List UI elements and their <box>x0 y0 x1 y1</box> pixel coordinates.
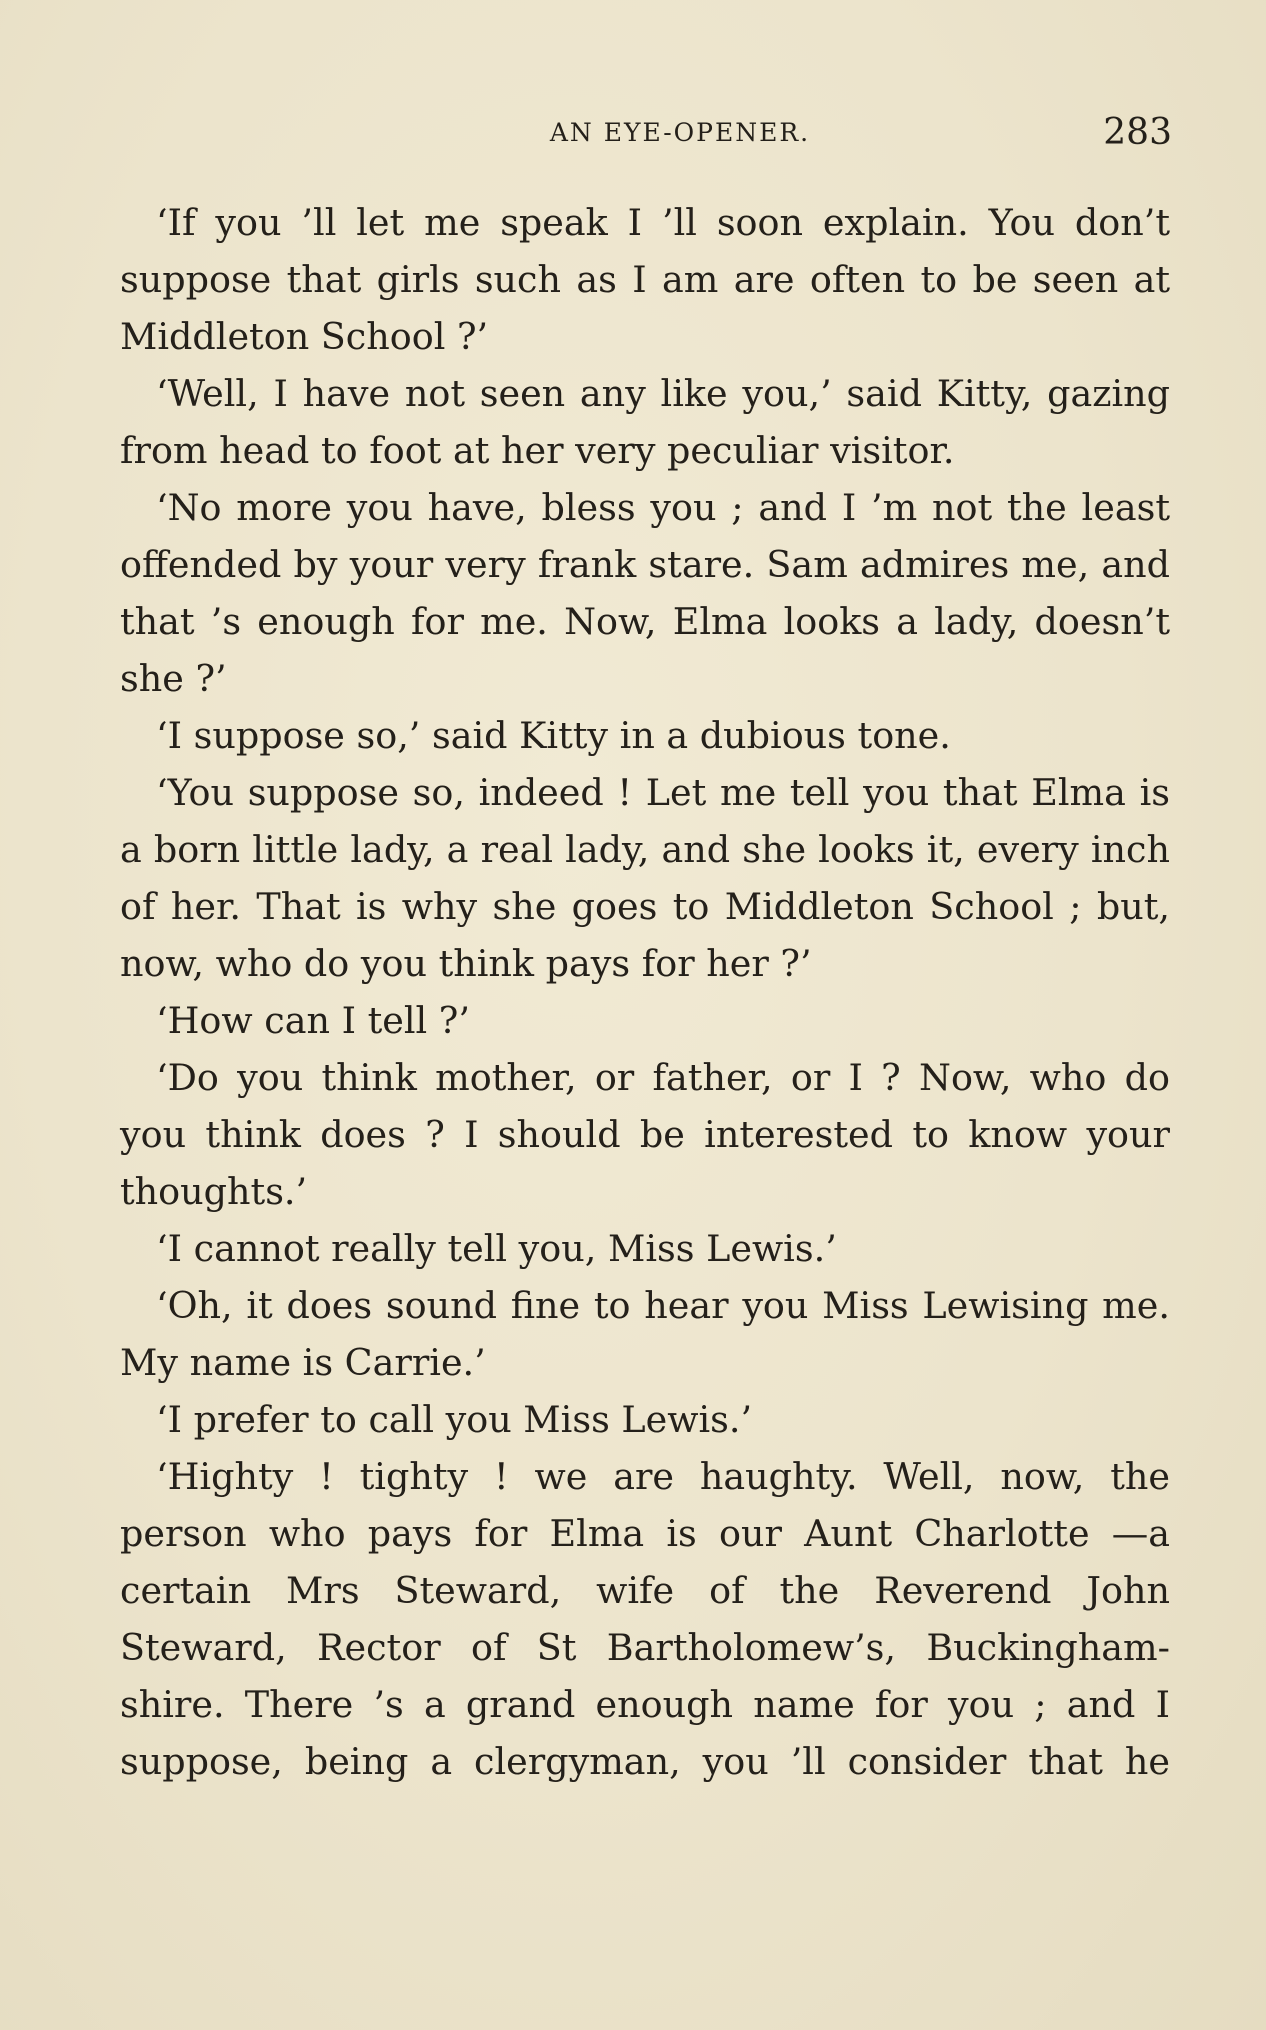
paragraph: ‘No more you have, bless you ; and I ’m not the least offended by your very frank stare. Sam admires me, and that ’s enough for me. Now, Elma looks a lady, doesn’t she ?’ <box>120 486 1170 700</box>
paragraph: ‘How can I tell ?’ <box>156 999 470 1042</box>
paragraph: ‘I cannot really tell you, Miss Lewis.’ <box>156 1227 837 1270</box>
paragraph: ‘If you ’ll let me speak I ’ll soon explain. You don’t suppose that girls such as I am are often to be seen at Middleton School ?’ <box>120 201 1170 358</box>
paragraph: ‘I prefer to call you Miss Lewis.’ <box>156 1398 753 1441</box>
page-number: 283 <box>1103 112 1172 153</box>
page-header <box>120 112 1170 164</box>
paragraph: ‘You suppose so, indeed ! Let me tell you that Elma is a born little lady, a real lady, and she looks it, every inch of her. That is why she goes to Middleton School ; but, now, who do you think pays for her ?’ <box>120 771 1170 985</box>
paragraph: ‘Oh, it does sound fine to hear you Miss Lewising me. My name is Carrie.’ <box>120 1284 1170 1384</box>
running-head: AN EYE-OPENER. <box>549 118 811 147</box>
paragraph: ‘I suppose so,’ said Kitty in a dubious tone. <box>156 714 951 757</box>
paragraph: ‘Do you think mother, or father, or I ? Now, who do you think does ? I should be interested to know your thoughts.’ <box>120 1056 1170 1213</box>
paragraph: ‘Well, I have not seen any like you,’ said Kitty, gazing from head to foot at her very peculiar visitor. <box>120 372 1170 472</box>
body-text <box>120 194 1170 1790</box>
paragraph: ‘Highty ! tighty ! we are haughty. Well, now, the person who pays for Elma is our Aunt Charlotte —a certain Mrs Steward, wife of the Reverend John Steward, Rector of St Bartholomew’s, Buckingham-shire. There ’s a grand enough name for you ; and I suppose, being a clergyman, you ’ll consider that he <box>120 1455 1170 1783</box>
